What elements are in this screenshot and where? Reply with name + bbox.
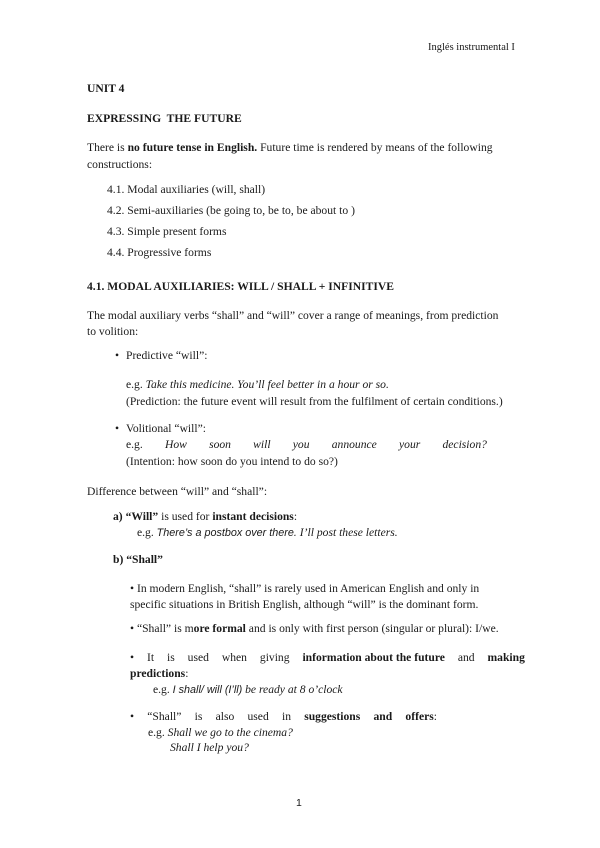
- example-word: How: [164, 438, 187, 451]
- shall-point-3-example: [153, 683, 343, 696]
- page-header: Inglés instrumental I: [428, 42, 515, 53]
- shall-point-4-example-1: [148, 726, 293, 739]
- eg-label: e.g.: [137, 526, 157, 539]
- volitional-note: (Intention: how soon do you intend to do so?): [126, 455, 338, 468]
- example-word: decision?: [442, 438, 487, 451]
- example-text-2: I’ll post these letters.: [296, 526, 398, 539]
- section-intro-line-1: The modal auxiliary verbs “shall” and “will” cover a range of meanings, from prediction: [87, 309, 499, 322]
- intro-line-2: constructions:: [87, 158, 153, 171]
- predictive-label: Predictive “will”:: [126, 349, 208, 362]
- and: and: [373, 710, 393, 723]
- more-formal: ore formal: [193, 622, 246, 635]
- unit-label: UNIT 4: [87, 82, 125, 95]
- colon: :: [293, 510, 298, 523]
- example-word: your: [399, 438, 421, 451]
- intro-paragraph: [87, 141, 493, 154]
- shall-point-4-example-2: Shall I help you?: [170, 741, 249, 754]
- word: is: [194, 710, 203, 723]
- bullet: •: [115, 422, 120, 435]
- point-text: • “Shall” is m: [130, 622, 194, 635]
- eg-label: e.g.: [126, 378, 146, 391]
- eg-label: e.g.: [148, 726, 168, 739]
- will-term: “Will”: [125, 510, 159, 523]
- volitional-example: [126, 438, 487, 451]
- word: in: [281, 710, 291, 723]
- word: It: [146, 651, 155, 664]
- offers: offers: [405, 710, 434, 723]
- intro-emphasis: no future tense in English.: [127, 141, 258, 154]
- page-number: 1: [296, 797, 302, 809]
- eg-label: e.g.: [153, 683, 173, 696]
- example-word: soon: [209, 438, 231, 451]
- word: when: [221, 651, 247, 664]
- example-word: you: [292, 438, 310, 451]
- difference-heading: Difference between “will” and “shall”:: [87, 485, 268, 498]
- will-text: is used for: [158, 510, 213, 523]
- point-text-2: and is only with first person (singular or plural): I/we.: [245, 622, 499, 635]
- word: used: [247, 710, 269, 723]
- will-subheading: [113, 510, 297, 523]
- toc-item-1: 4.1. Modal auxiliaries (will, shall): [107, 183, 266, 196]
- page-title: EXPRESSING THE FUTURE: [87, 112, 242, 125]
- toc-item-3: 4.3. Simple present forms: [107, 225, 227, 238]
- toc-item-2: 4.2. Semi-auxiliaries (be going to, be to, be about to ): [107, 204, 355, 217]
- example-text: There’s a postbox over there.: [156, 527, 297, 539]
- example-text: Take this medicine. You’ll feel better in a hour or so.: [145, 378, 389, 391]
- shall-point-2: [130, 622, 499, 635]
- volitional-label: Volitional “will”:: [126, 422, 206, 435]
- making: making: [487, 651, 525, 664]
- word: and: [457, 651, 475, 664]
- shall-point-3-line-2: [130, 667, 188, 680]
- example-text: I shall/ will (I’ll): [172, 684, 243, 696]
- shall-point-1-line-1: • In modern English, “shall” is rarely used in American English and only in: [130, 582, 480, 595]
- predictive-example: [126, 378, 389, 391]
- predictive-note: (Prediction: the future event will result from the fulfilment of certain conditions.): [126, 395, 503, 408]
- word: also: [215, 710, 235, 723]
- shall-subheading: b) “Shall”: [113, 553, 163, 566]
- colon: :: [185, 667, 189, 680]
- intro-text: There is: [87, 141, 128, 154]
- colon: :: [433, 710, 437, 723]
- word: •: [130, 710, 135, 723]
- word: •: [130, 651, 135, 664]
- sub-letter: a): [113, 510, 126, 523]
- instant-decisions: instant decisions: [212, 510, 294, 523]
- shall-point-1-line-2: specific situations in British English, although “will” is the dominant form.: [130, 598, 479, 611]
- section-heading: 4.1. MODAL AUXILIARIES: WILL / SHALL + INFINITIVE: [87, 280, 394, 293]
- shall-point-4-line-1: [130, 710, 437, 723]
- shall-point-3-line-1: [130, 651, 525, 664]
- section-intro-line-2: to volition:: [87, 325, 139, 338]
- word: “Shall”: [147, 710, 182, 723]
- word: used: [187, 651, 209, 664]
- will-example: [137, 526, 398, 539]
- intro-text-2: Future time is rendered by means of the following: [257, 141, 493, 154]
- example-text: Shall we go to the cinema?: [167, 726, 293, 739]
- example-word: announce: [331, 438, 377, 451]
- word: giving: [259, 651, 290, 664]
- example-text-2: be ready at 8 o’clock: [242, 683, 343, 696]
- info-about-future: information about the future: [302, 651, 445, 664]
- eg-label: e.g.: [126, 438, 143, 451]
- predictions: predictions: [130, 667, 186, 680]
- example-word: will: [253, 438, 271, 451]
- toc-item-4: 4.4. Progressive forms: [107, 246, 212, 259]
- word: is: [167, 651, 175, 664]
- suggestions: suggestions: [304, 710, 361, 723]
- bullet: •: [115, 349, 120, 362]
